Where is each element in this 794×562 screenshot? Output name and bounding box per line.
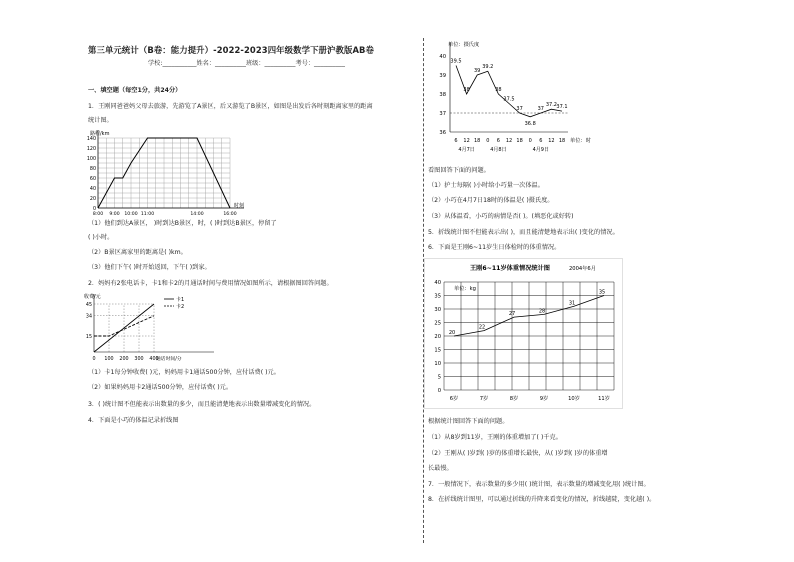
y-tick-label: 5 — [437, 374, 441, 381]
x-tick-label: 6 — [539, 138, 543, 144]
question-1-cont: 统计图。 — [88, 117, 113, 124]
x-axis-label: 单位：时 — [570, 138, 591, 144]
y-axis-label: 单位：摄氏度 — [448, 42, 480, 48]
y-tick-label: 40 — [89, 186, 96, 192]
x-tick-label: 200 — [119, 357, 129, 362]
y-tick-label: 100 — [86, 156, 96, 162]
data-label: 37.5 — [503, 96, 515, 103]
y-tick-label: 0 — [437, 388, 441, 394]
section-heading: 一、填空题（每空1分，共24分） — [88, 87, 182, 94]
x-tick-label: 100 — [104, 357, 114, 362]
question-4: 4．下面是小巧的体温记录折线图 — [88, 417, 179, 424]
data-label: 38 — [463, 87, 470, 93]
question-6-sub2: （2）王刚从( )岁到( )岁的体重增长最快，从( )岁到( )岁的体重增 — [428, 450, 608, 457]
question-6-sub1: （1）从8岁到11岁，王刚的体重增加了( )千克。 — [428, 434, 562, 441]
legend-label-card2: 卡2 — [176, 304, 185, 310]
question-6-sub2-cont: 长最慢。 — [428, 465, 453, 472]
y-tick-label: 25 — [434, 320, 441, 327]
question-7: 7．一般情况下，表示数量的多少用( )统计图，表示数量的增减变化用( )统计图。 — [428, 481, 650, 488]
x-tick-label: 18 — [516, 138, 523, 144]
y-tick-label: 20 — [434, 334, 441, 340]
data-label: 39.5 — [450, 58, 462, 65]
x-tick-label: 18 — [474, 138, 481, 144]
data-label: 37 — [516, 106, 523, 112]
question-4-sub1: （1）护士每隔( )小时给小巧量一次体温。 — [428, 182, 544, 189]
weight-chart — [424, 258, 624, 410]
data-label: 37.2 — [545, 102, 557, 109]
x-axis-label: 通话时间/分 — [156, 357, 182, 362]
chart2-group — [84, 293, 214, 362]
y-tick-label: 35 — [434, 293, 441, 300]
data-label: 35 — [598, 289, 606, 296]
question-4-sub3: （3）从体温看，小巧的病情是否( )。(填恶化或好转) — [428, 213, 574, 220]
question-5: 5．折线统计图不但能表示出( )，而且能清楚地表示出( )变化的情况。 — [428, 229, 619, 236]
question-2-sub2: （2）如果妈妈用卡2通话500分钟，应付话费( )元。 — [88, 384, 233, 391]
x-tick-label: 16:00 — [223, 212, 237, 217]
y-tick-label: 40 — [439, 54, 446, 60]
student-info-line: 学校:___________姓名：__________班级：__________考号：__________ — [148, 60, 345, 67]
distance-time-chart — [80, 128, 250, 218]
y-tick-label: 40 — [434, 280, 441, 286]
chart4-group — [425, 259, 623, 409]
chart3-group — [439, 40, 591, 153]
x-tick-label: 0 — [486, 138, 490, 144]
y-tick-label: 10 — [434, 361, 441, 367]
page-title: 第三单元统计（B卷：能力提升）-2022-2023四年级数学下册沪教版AB卷 — [88, 45, 374, 55]
series-line-temperature — [456, 66, 562, 117]
temperature-chart — [428, 36, 591, 161]
y-tick-label: 34 — [85, 314, 92, 320]
y-tick-label: 20 — [89, 196, 96, 202]
data-label: 37 — [537, 106, 544, 112]
x-tick-label: 11:00 — [140, 212, 155, 217]
y-tick-label: 120 — [86, 146, 96, 152]
y-tick-label: 45 — [85, 302, 92, 308]
x-tick-label: 6岁 — [449, 396, 459, 402]
y-axis-label: 收费/元 — [84, 294, 101, 300]
y-tick-label: 15 — [85, 334, 92, 340]
question-4-prompt: 看图回答下面的问题。 — [428, 167, 490, 174]
y-tick-label: 39 — [439, 73, 446, 79]
chart1-group — [87, 130, 244, 217]
y-tick-label: 0 — [92, 206, 96, 212]
x-tick-label: 9岁 — [539, 396, 549, 402]
x-tick-label: 0 — [92, 357, 96, 362]
y-axis-label: 路程/km — [90, 131, 110, 137]
data-label: 37.1 — [556, 104, 568, 111]
question-6: 6．下面是王刚6~11岁生日体检时的体重情况。 — [428, 244, 561, 251]
question-6-prompt: 根据统计图回答下面的问题。 — [428, 418, 509, 425]
question-1-sub1-cont: ( )小时。 — [88, 234, 114, 241]
x-tick-label: 6 — [454, 138, 458, 144]
y-tick-label: 30 — [434, 307, 441, 313]
data-label: 39 — [474, 68, 481, 74]
y-tick-label: 15 — [434, 347, 441, 354]
x-tick-label: 9:00 — [109, 212, 120, 217]
y-tick-label: 38 — [439, 92, 446, 98]
phone-card-chart — [84, 290, 224, 365]
question-8: 8．在折线统计图里，可以通过折线的升降来看变化的情况，折线越陡，变化越( )。 — [428, 496, 656, 503]
x-tick-label: 11岁 — [598, 396, 610, 402]
x-tick-label: 6 — [496, 138, 500, 144]
data-label: 27 — [508, 311, 516, 318]
x-tick-label: 0 — [528, 138, 532, 144]
x-tick-label: 300 — [134, 357, 144, 362]
x-tick-label: 7岁 — [479, 396, 489, 402]
question-2-sub1: （1）卡1每分钟收费( )元，妈妈用卡1通话500分钟，应付话费( )元。 — [88, 369, 280, 376]
data-label: 20 — [448, 330, 456, 336]
data-label: 22 — [478, 324, 486, 331]
chart-date: 2004年6月 — [569, 266, 596, 272]
question-1-sub3: （3）他们下午( )时开始返回，下午( )到家。 — [88, 264, 211, 271]
x-tick-label: 8:00 — [92, 212, 104, 217]
question-2: 2．妈妈有2张电话卡，卡1和卡2的月通话时间与费用情况如图所示，请根据图回答问题。 — [88, 280, 333, 287]
data-label: 38 — [495, 87, 502, 93]
date-label: 4月8日 — [490, 147, 507, 153]
x-tick-label: 10:00 — [124, 212, 138, 217]
question-1-sub1: （1）他们到达A景区， )时到达B景区，时，( )时到达B景区，停留了 — [88, 220, 277, 227]
y-tick-label: 36 — [439, 130, 446, 136]
data-label: 28 — [538, 308, 546, 315]
x-tick-label: 400 — [149, 357, 159, 362]
question-1: 1．王刚同爸爸妈父母去旅游，先游览了A景区，后又游览了B景区，如图是出发后各时刻距离家里的距离 — [88, 103, 373, 110]
x-tick-label: 12 — [505, 138, 513, 144]
question-3: 3．( )统计图不但能表示出数量的多少，而且能清楚地表示出数量增减变化的情况。 — [88, 401, 316, 408]
x-tick-label: 8岁 — [509, 396, 519, 402]
x-tick-label: 18 — [558, 138, 566, 144]
data-label: 39.2 — [482, 64, 494, 71]
date-label: 4月9日 — [532, 147, 549, 153]
y-tick-label: 37 — [439, 111, 446, 117]
x-axis-label: 时刻 — [234, 203, 245, 209]
data-label: 36.8 — [524, 120, 536, 127]
unit-label: 单位：kg — [454, 286, 476, 292]
question-4-sub2: （2）小巧在4月7日18时的体温是( )摄氏度。 — [428, 197, 554, 204]
data-label: 31 — [568, 300, 576, 307]
x-tick-label: 10岁 — [568, 396, 580, 402]
y-tick-label: 140 — [86, 136, 96, 142]
date-label: 4月7日 — [458, 147, 475, 153]
question-1-sub2: （2）B景区离家里的距离是( )km。 — [88, 249, 187, 256]
x-tick-label: 12 — [463, 138, 470, 144]
chart-title: 王刚6~11岁体重情况统计图 — [470, 265, 550, 272]
y-tick-label: 80 — [89, 166, 96, 172]
legend-label-card1: 卡1 — [176, 297, 185, 303]
x-tick-label: 12 — [548, 138, 555, 144]
y-tick-label: 60 — [89, 176, 96, 182]
x-tick-label: 14:00 — [190, 212, 204, 217]
